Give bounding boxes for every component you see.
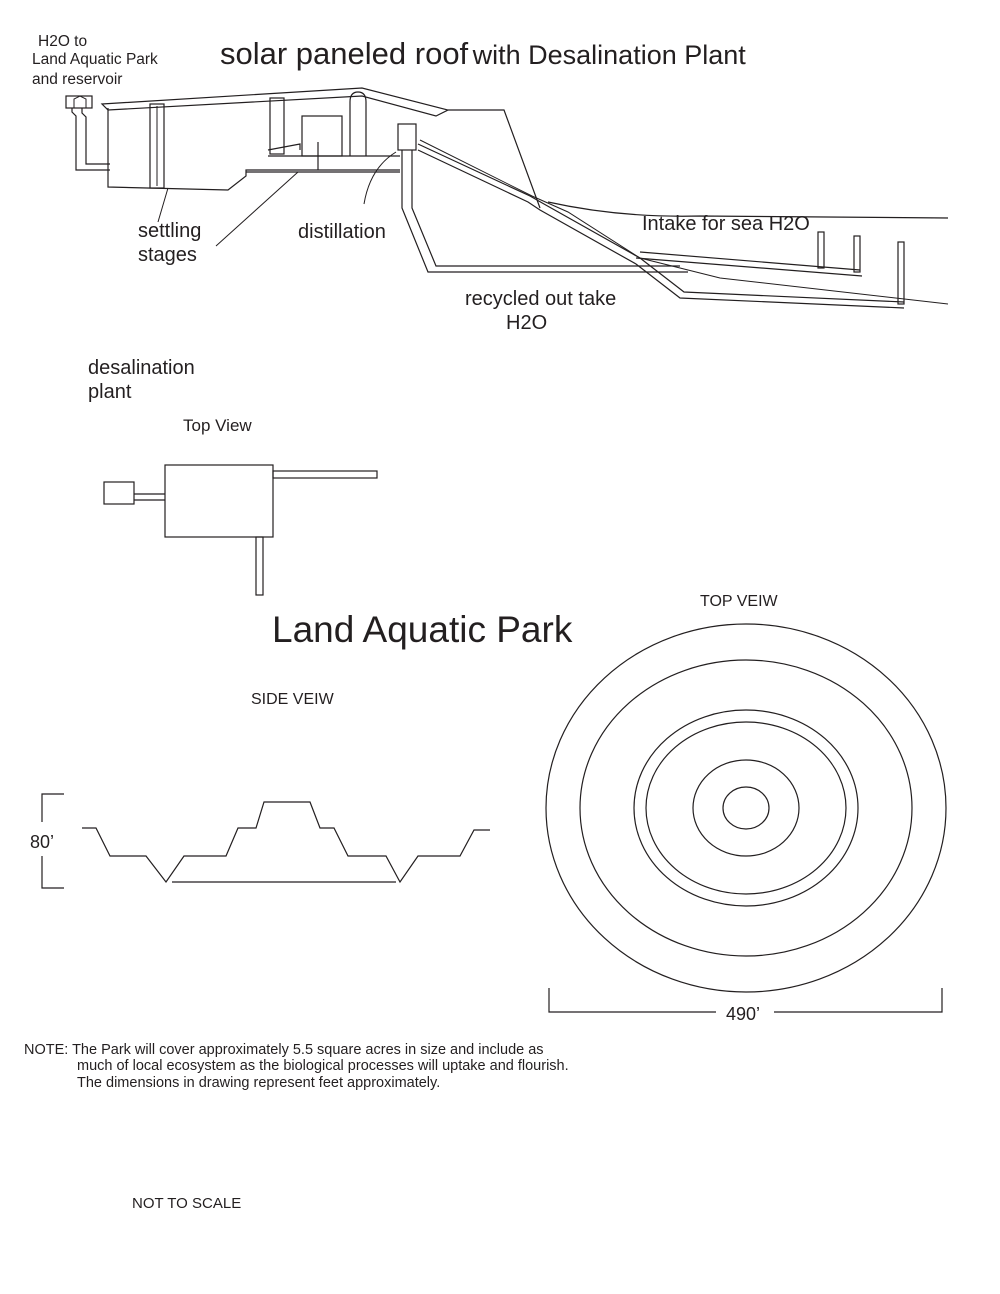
outlet-label-line-3: and reservoir [32,71,123,88]
plant-top-intake-pipe [273,471,377,478]
intake-label: Intake for sea H2O [642,213,810,235]
not-to-scale: NOT TO SCALE [132,1195,242,1212]
park-side-view-label: SIDE VEIW [251,691,334,708]
outlet-label-line-1: H2O to [38,33,88,50]
plant-top-main-building [165,465,273,537]
desalination-side-view [32,33,948,334]
distillation-label: distillation [298,221,386,243]
note-line-3: The dimensions in drawing represent feet approximately. [77,1075,441,1091]
note-line-2: much of local ecosystem as the biological processes will uptake and flourish. [77,1058,569,1074]
recycled-label [465,288,622,334]
plant-top-view-label: Top View [183,416,252,435]
settling-label-line-2: stages [138,244,197,266]
plant-top-label-line-2: plant [88,381,132,403]
recycled-label-line-1: recycled out take [465,288,617,310]
notes [24,1042,569,1212]
outlet-label [32,33,162,88]
settling-leader [158,188,168,222]
park-height-dim: 80’ [30,832,55,852]
distillation-leader [216,172,298,246]
aquatic-park [30,593,946,1024]
park-top-view-rings [546,624,946,992]
park-width-dim: 490’ [726,1004,761,1024]
note-line-1: NOTE: The Park will cover approximately 5.5 square acres in size and include as [24,1042,544,1058]
plant-top-outtake-pipe [256,537,263,595]
settling-label [138,220,207,266]
plant-top-label-line-1: desalination [88,357,195,379]
plant-title-sub: with Desalination Plant [472,40,746,70]
plant-top-label [88,357,200,403]
settling-label-line-1: settling [138,220,202,242]
desalination-top-view [88,357,377,595]
distillation-curve [364,152,396,204]
settling-building [108,92,416,190]
plant-title-main: solar paneled roof [220,36,469,71]
park-title: Land Aquatic Park [272,609,573,650]
outlet-label-line-2: Land Aquatic Park [32,51,158,68]
hillside [420,110,948,304]
outlet-pipe [66,96,110,170]
plant-title [220,36,746,71]
plant-top-outlet-pipe [134,494,165,500]
solar-roof [102,88,448,116]
park-top-view-label: TOP VEIW [700,593,778,610]
recycled-label-line-2: H2O [506,312,548,334]
plant-top-outlet-box [104,482,134,504]
park-side-profile [82,802,490,882]
recycled-outtake-pipe [402,150,688,272]
